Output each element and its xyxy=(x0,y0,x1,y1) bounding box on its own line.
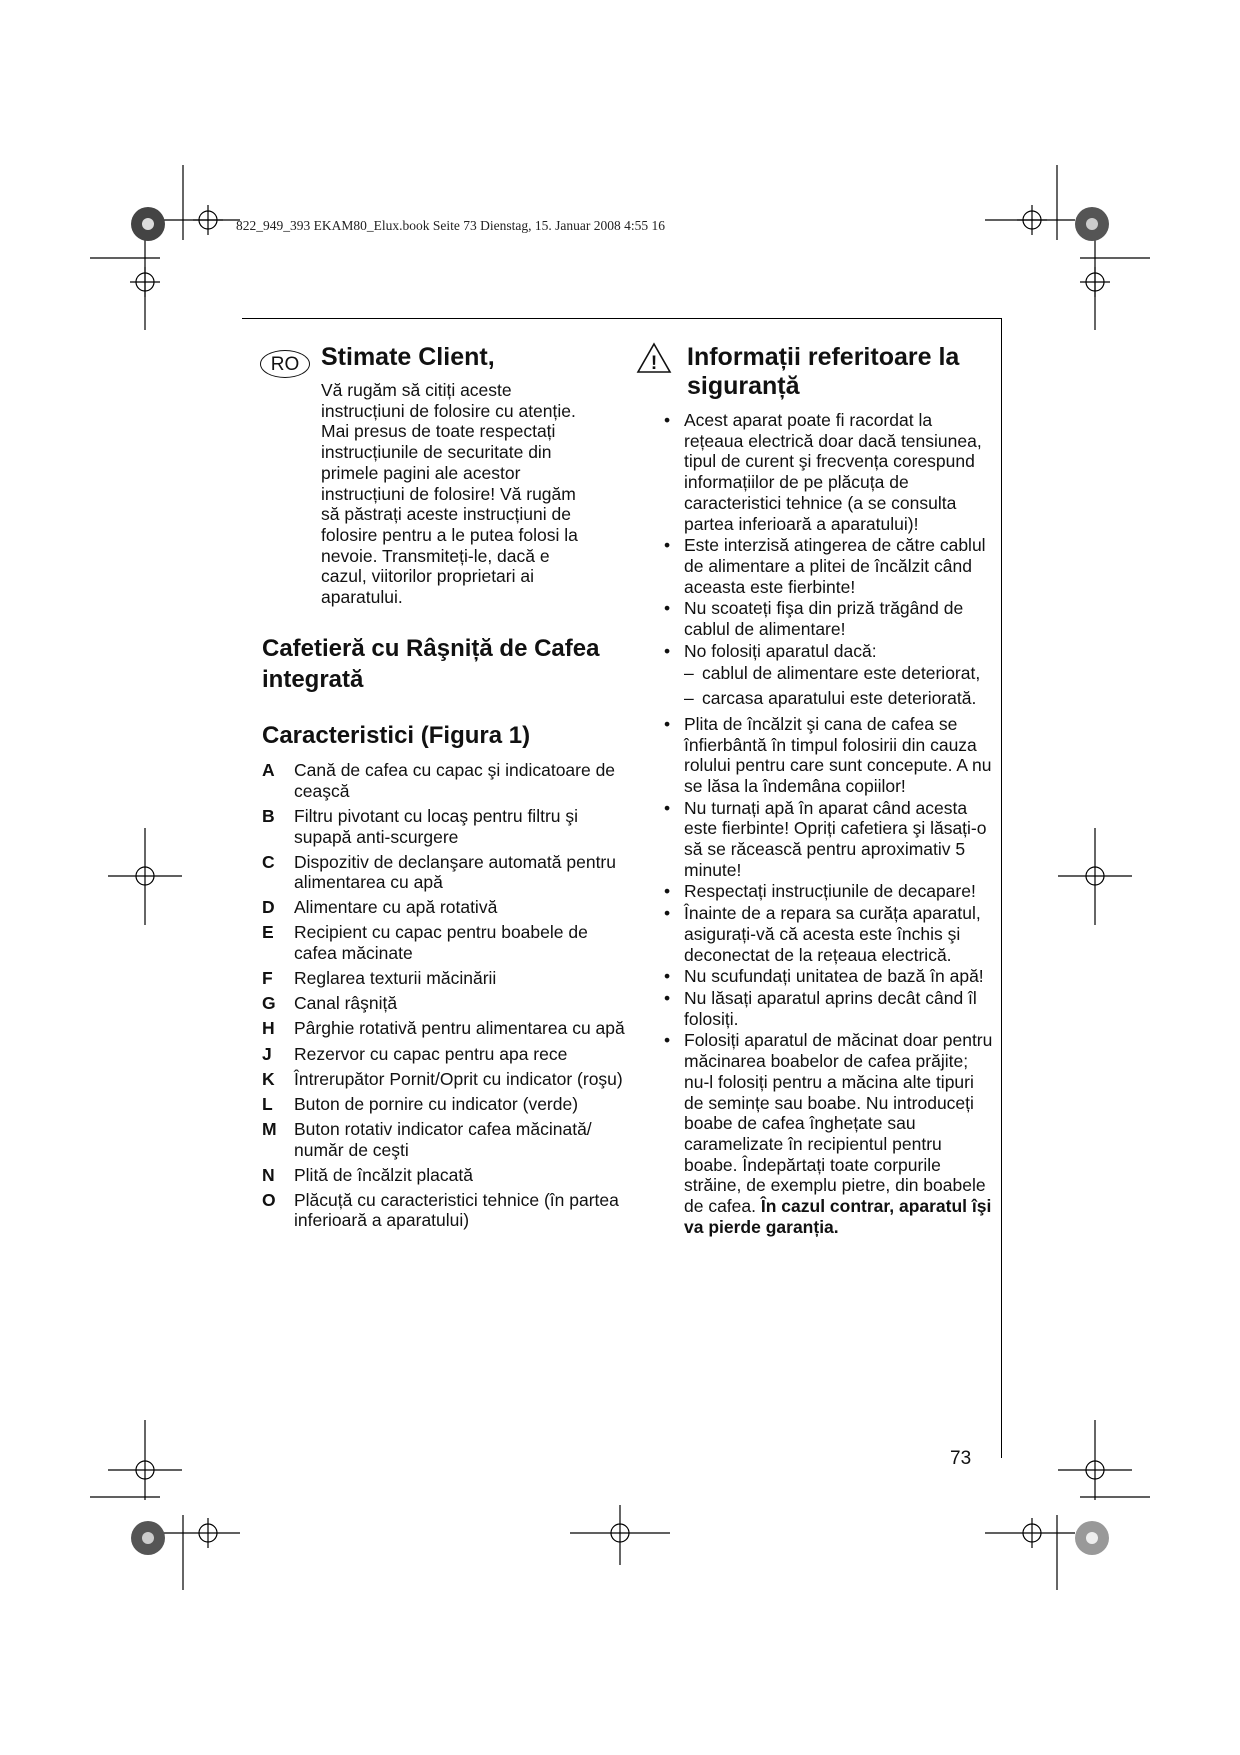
feature-text: Recipient cu capac pentru boabele de cafea măcinate xyxy=(294,922,588,964)
product-title-line1: Cafetieră cu Râşniță de Cafea xyxy=(262,635,600,662)
feature-text: Cană de cafea cu capac şi indicatoare de ceaşcă xyxy=(294,760,616,801)
feature-letter: H xyxy=(262,1018,275,1039)
intro-line: instrucțiuni de folosire! Vă rugăm xyxy=(321,483,576,504)
bullet: • xyxy=(664,797,671,818)
safety-text: Înainte de a repara sa curăța aparatul, asigurați-vă că acesta este închis şi deconectat de la rețeaua electrică. xyxy=(684,903,981,965)
intro-line: să păstrați aceste instrucțiuni de xyxy=(321,504,571,525)
intro-line: Vă rugăm să citiți aceste xyxy=(321,380,512,400)
feature-letter: G xyxy=(262,993,276,1014)
safety-text: Nu turnați apă în aparat când acesta este fierbinte! Opriți cafetiera şi lăsați-o să se răcească pentru aproximativ 5 minute! xyxy=(684,797,987,880)
bullet: • xyxy=(664,535,671,556)
feature-text: Filtru pivotant cu locaş pentru filtru şi supapă anti-scurgere xyxy=(294,805,579,847)
intro-line: instrucțiunile de securitate din xyxy=(321,442,552,463)
safety-text: Folosiți aparatul de măcinat doar pentru măcinarea boabelor de cafea prăjite; nu-l folosiți pentru a măcina alte tipuri de semințe sau boabe. Nu introduceți boabe de cafea înghețate sau caramelizate în recipientul pentru boabe. Îndepărtați toate corpurile străine, de exemplu pietre, din boabele de cafea. xyxy=(684,1030,993,1217)
feature-letter: B xyxy=(262,805,275,826)
feature-letter: O xyxy=(262,1189,276,1210)
safety-title-line1: Informații referitoare la xyxy=(687,343,960,371)
feature-text: Buton de pornire cu indicator (verde) xyxy=(294,1093,579,1114)
bullet: • xyxy=(664,1030,671,1051)
safety-title-line2: siguranță xyxy=(687,372,800,400)
feature-text: Plăcuță cu caracteristici tehnice (în partea inferioară a aparatului) xyxy=(294,1189,619,1231)
feature-text: Canal râşniță xyxy=(294,993,398,1014)
bullet: • xyxy=(664,881,671,902)
safety-text: Este interzisă atingerea de către cablul de alimentare a plitei de încălzit când aceasta este fierbinte! xyxy=(684,535,986,597)
intro-line: cazul, viitorilor proprietari ai xyxy=(321,566,534,587)
warning-glyph: ! xyxy=(650,353,658,374)
bullet: • xyxy=(664,640,671,661)
safety-text: Respectați instrucțiunile de decapare! xyxy=(684,881,976,902)
intro-line: primele pagini ale acestor xyxy=(321,462,521,483)
feature-text: Alimentare cu apă rotativă xyxy=(294,897,498,918)
language-badge: RO xyxy=(260,350,310,378)
intro-line: Mai presus de toate respectați xyxy=(321,421,556,442)
feature-letter: K xyxy=(262,1068,275,1089)
intro-line: folosire pentru a le putea folosi la xyxy=(321,524,578,545)
feature-text: Buton rotativ indicator cafea măcinată/ număr de ceşti xyxy=(294,1118,592,1160)
feature-letter: C xyxy=(262,851,275,872)
feature-letter: M xyxy=(262,1118,277,1139)
bullet: • xyxy=(664,966,671,987)
safety-subtext: carcasa aparatului este deteriorată. xyxy=(702,688,977,709)
intro-line: nevoie. Transmiteți-le, dacă e xyxy=(321,545,550,566)
bullet: • xyxy=(664,713,671,734)
safety-text: Acest aparat poate fi racordat la rețeaua electrică doar dacă tensiunea, tipul de curent şi frecvența corespund informațiilor de pe plăcuța de caracteristici tehnice (a se consulta partea inferioară a aparatului)! xyxy=(684,410,982,534)
intro-line: instrucțiuni de folosire cu atenție. xyxy=(321,400,576,421)
feature-text: Întrerupător Pornit/Oprit cu indicator (roşu) xyxy=(294,1068,623,1089)
bullet: • xyxy=(664,598,671,619)
dash: – xyxy=(684,663,694,684)
bullet: • xyxy=(664,903,671,924)
feature-letter: F xyxy=(262,968,273,989)
page-number: 73 xyxy=(950,1448,972,1469)
print-header-line: 822_949_393 EKAM80_Elux.book Seite 73 Dienstag, 15. Januar 2008 4:55 16 xyxy=(236,218,665,233)
safety-text: Nu scoateți fişa din priză trăgând de cablul de alimentare! xyxy=(684,598,964,640)
dash: – xyxy=(684,688,694,709)
intro-line: aparatului. xyxy=(321,587,403,608)
feature-text: Dispozitiv de declanşare automată pentru alimentarea cu apă xyxy=(294,851,616,893)
feature-text: Rezervor cu capac pentru apa rece xyxy=(294,1043,568,1064)
greeting-title: Stimate Client, xyxy=(321,343,495,371)
feature-text: Plită de încălzit placată xyxy=(294,1164,473,1185)
bullet: • xyxy=(664,410,671,430)
safety-text: Plita de încălzit şi cana de cafea se înfierbântă în timpul folosirii din cauza rolului pentru care sunt concepute. A nu se lăsa la îndemâna copiilor! xyxy=(684,713,992,796)
safety-text: No folosiți aparatul dacă: xyxy=(684,640,877,661)
feature-letter: D xyxy=(262,897,275,918)
feature-letter: A xyxy=(262,760,275,780)
safety-subtext: cablul de alimentare este deteriorat, xyxy=(702,663,981,684)
features-title: Caracteristici (Figura 1) xyxy=(262,722,531,749)
feature-letter: J xyxy=(262,1043,272,1064)
feature-text: Pârghie rotativă pentru alimentarea cu apă xyxy=(294,1018,625,1039)
bullet: • xyxy=(664,987,671,1008)
feature-letter: N xyxy=(262,1164,275,1185)
safety-text: Nu scufundați unitatea de bază în apă! xyxy=(684,966,984,987)
feature-letter: E xyxy=(262,922,274,943)
safety-text: Nu lăsați aparatul aprins decât când îl folosiți. xyxy=(684,987,977,1029)
feature-letter: L xyxy=(262,1093,273,1114)
product-title-line2: integrată xyxy=(262,666,364,693)
warranty-warning: În cazul contrar, aparatul îşi va pierde garanția. xyxy=(684,1196,992,1237)
feature-text: Reglarea texturii măcinării xyxy=(294,968,497,989)
